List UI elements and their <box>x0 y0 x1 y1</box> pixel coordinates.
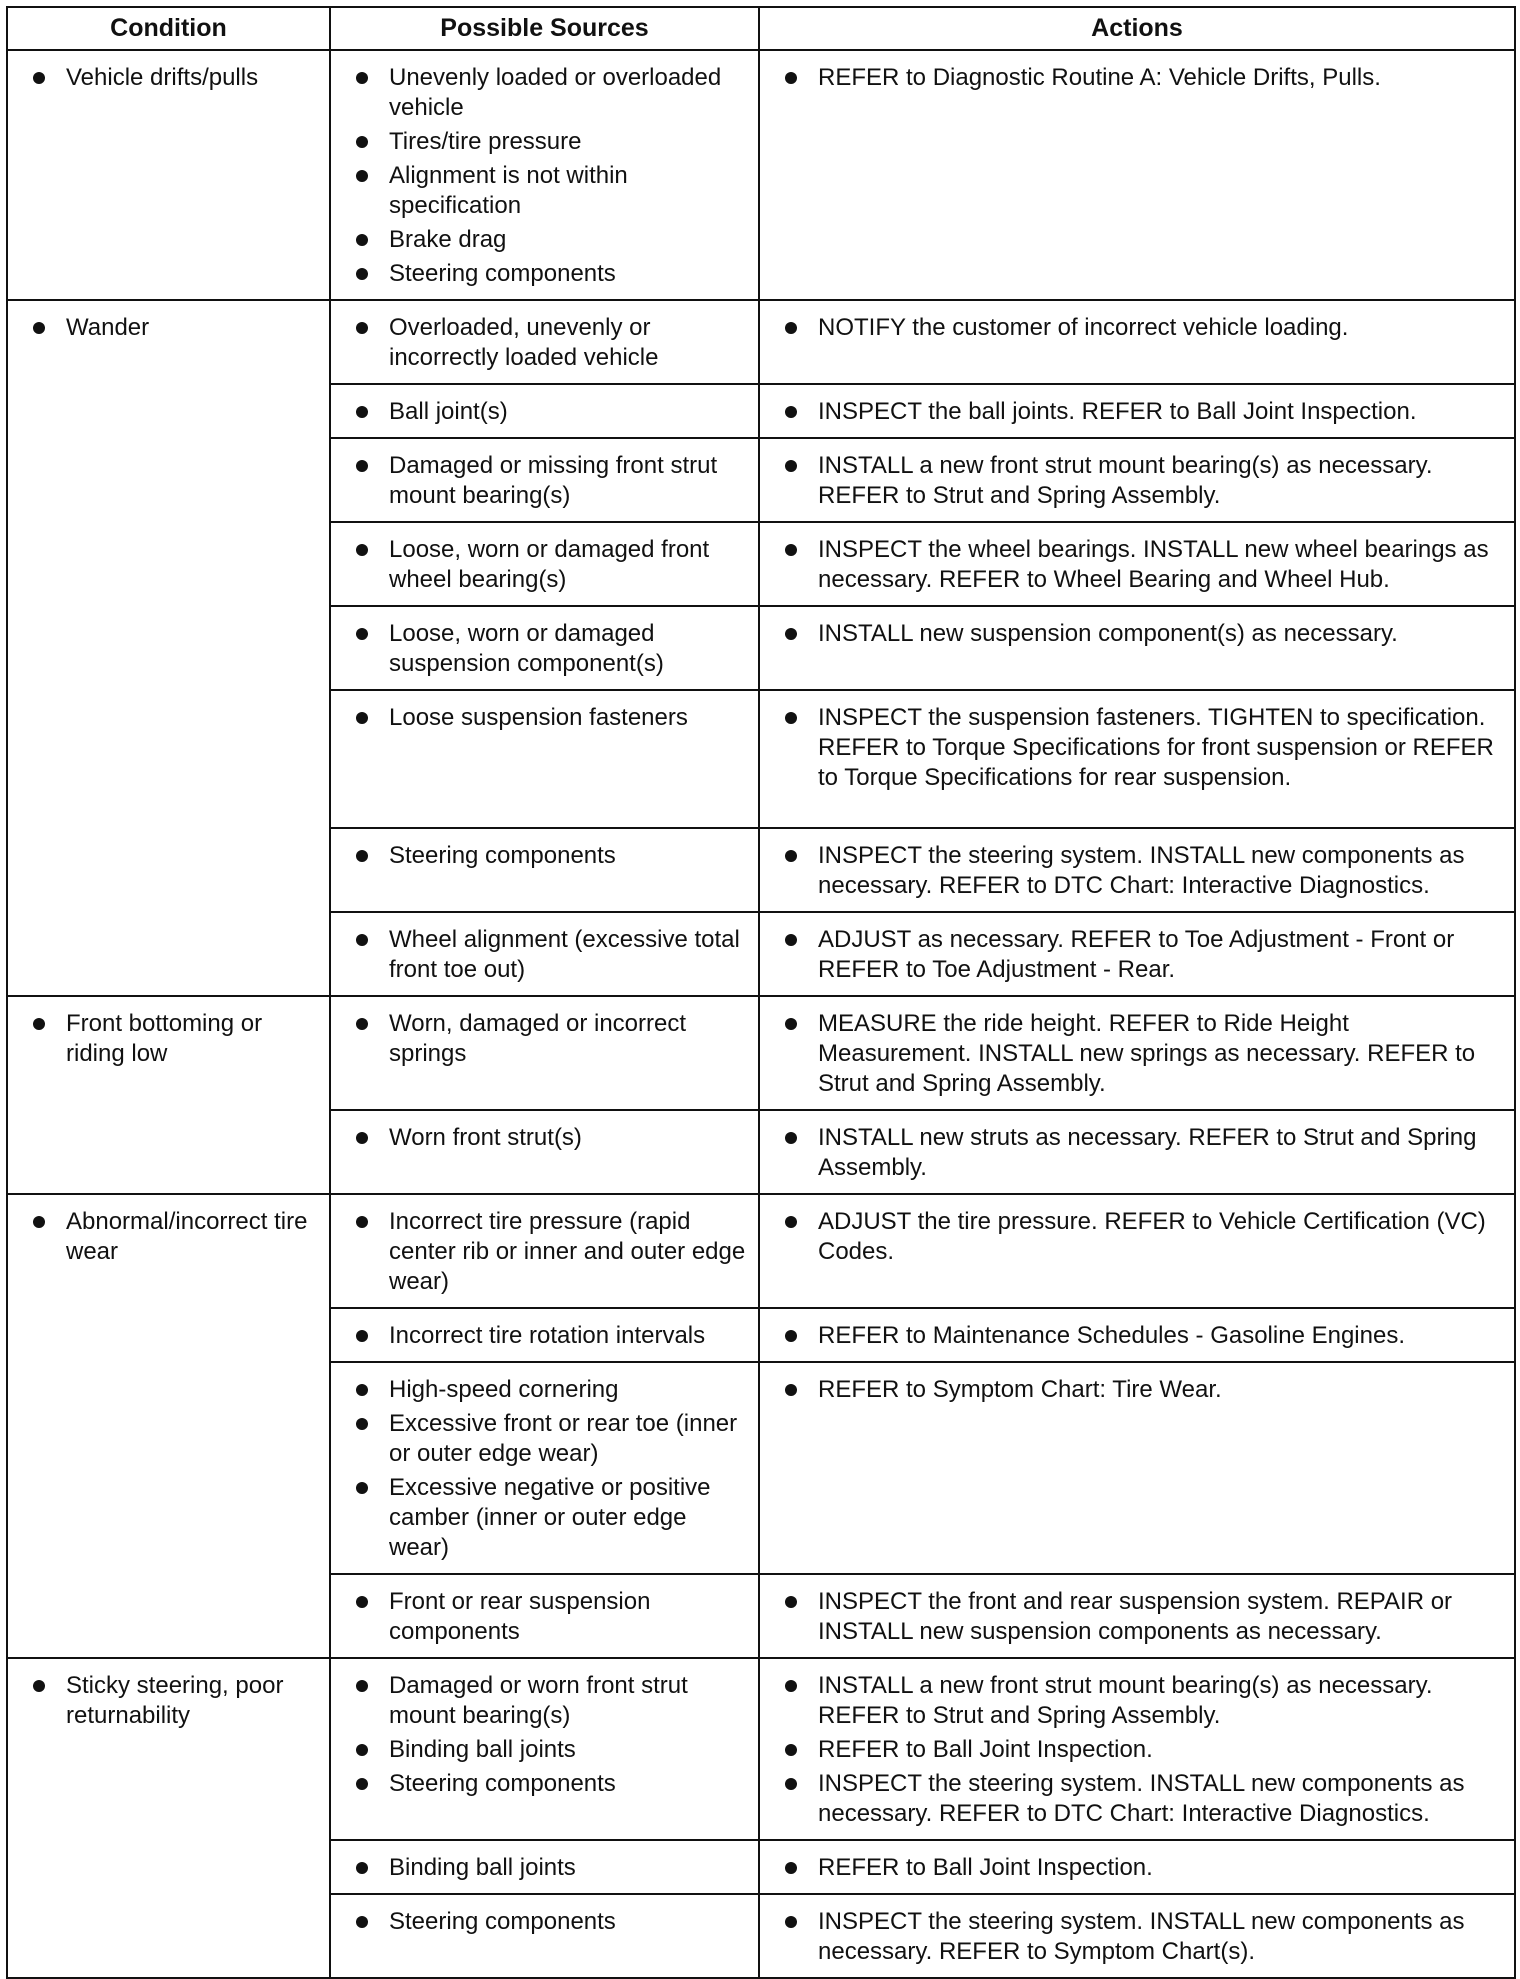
actions-cell <box>759 1362 1515 1574</box>
sources-list <box>339 1671 750 1799</box>
condition-cell <box>7 1194 330 1658</box>
possible-sources-cell <box>330 1362 759 1574</box>
table-body <box>7 50 1515 1978</box>
actions-cell <box>759 1658 1515 1840</box>
sources-list <box>339 703 750 733</box>
actions-list <box>768 535 1506 595</box>
actions-cell <box>759 300 1515 384</box>
bullet-item: INSTALL new suspension component(s) as necessary. <box>768 619 1506 649</box>
possible-sources-cell <box>330 1308 759 1362</box>
bullet-item: MEASURE the ride height. REFER to Ride Height Measurement. INSTALL new springs as necessary. REFER to Strut and Spring Assembly. <box>768 1009 1506 1099</box>
actions-cell <box>759 996 1515 1110</box>
actions-cell <box>759 522 1515 606</box>
bullet-item: Overloaded, unevenly or incorrectly loaded vehicle <box>339 313 750 373</box>
bullet-item: Steering components <box>339 841 750 871</box>
sources-list <box>339 451 750 511</box>
condition-cell <box>7 996 330 1194</box>
bullet-item: ADJUST the tire pressure. REFER to Vehicle Certification (VC) Codes. <box>768 1207 1506 1267</box>
actions-cell <box>759 690 1515 828</box>
possible-sources-cell <box>330 1194 759 1308</box>
bullet-item: INSTALL a new front strut mount bearing(s) as necessary. REFER to Strut and Spring Assembly. <box>768 451 1506 511</box>
bullet-item: High-speed cornering <box>339 1375 750 1405</box>
bullet-item: Steering components <box>339 259 750 289</box>
header-actions: Actions <box>759 7 1515 50</box>
table-row <box>7 50 1515 300</box>
condition-label: Wander <box>16 313 321 343</box>
condition-label: Abnormal/incorrect tire wear <box>16 1207 321 1267</box>
condition-label: Front bottoming or riding low <box>16 1009 321 1069</box>
bullet-item: REFER to Diagnostic Routine A: Vehicle Drifts, Pulls. <box>768 63 1506 93</box>
table-row <box>7 300 1515 384</box>
possible-sources-cell <box>330 828 759 912</box>
bullet-item: INSPECT the front and rear suspension system. REPAIR or INSTALL new suspension components as necessary. <box>768 1587 1506 1647</box>
actions-list <box>768 1321 1506 1351</box>
bullet-item: INSTALL a new front strut mount bearing(s) as necessary. REFER to Strut and Spring Assembly. <box>768 1671 1506 1731</box>
bullet-item: INSPECT the ball joints. REFER to Ball Joint Inspection. <box>768 397 1506 427</box>
sources-list <box>339 1375 750 1563</box>
condition-list <box>16 313 321 343</box>
actions-list <box>768 63 1506 93</box>
actions-list <box>768 1207 1506 1267</box>
sources-list <box>339 535 750 595</box>
sources-list <box>339 1853 750 1883</box>
sources-list <box>339 841 750 871</box>
actions-cell <box>759 50 1515 300</box>
condition-cell <box>7 1658 330 1978</box>
possible-sources-cell <box>330 1894 759 1978</box>
actions-list <box>768 313 1506 343</box>
bullet-item: Loose suspension fasteners <box>339 703 750 733</box>
actions-list <box>768 619 1506 649</box>
bullet-item: Excessive negative or positive camber (inner or outer edge wear) <box>339 1473 750 1563</box>
actions-list <box>768 1853 1506 1883</box>
bullet-item: Binding ball joints <box>339 1735 750 1765</box>
condition-label: Sticky steering, poor returnability <box>16 1671 321 1731</box>
header-condition: Condition <box>7 7 330 50</box>
sources-list <box>339 397 750 427</box>
header-possible-sources: Possible Sources <box>330 7 759 50</box>
sources-list <box>339 313 750 373</box>
sources-list <box>339 619 750 679</box>
sources-list <box>339 1207 750 1297</box>
bullet-item: Tires/tire pressure <box>339 127 750 157</box>
possible-sources-cell <box>330 1574 759 1658</box>
bullet-item: Excessive front or rear toe (inner or outer edge wear) <box>339 1409 750 1469</box>
actions-list <box>768 841 1506 901</box>
sources-list <box>339 1123 750 1153</box>
bullet-item: Brake drag <box>339 225 750 255</box>
sources-list <box>339 1587 750 1647</box>
possible-sources-cell <box>330 384 759 438</box>
possible-sources-cell <box>330 606 759 690</box>
bullet-item: Ball joint(s) <box>339 397 750 427</box>
actions-list <box>768 451 1506 511</box>
actions-cell <box>759 606 1515 690</box>
condition-cell <box>7 50 330 300</box>
possible-sources-cell <box>330 1658 759 1840</box>
bullet-item: Incorrect tire pressure (rapid center rib or inner and outer edge wear) <box>339 1207 750 1297</box>
bullet-item: Worn, damaged or incorrect springs <box>339 1009 750 1069</box>
actions-list <box>768 1587 1506 1647</box>
bullet-item: INSPECT the wheel bearings. INSTALL new wheel bearings as necessary. REFER to Wheel Bearing and Wheel Hub. <box>768 535 1506 595</box>
table-row <box>7 996 1515 1110</box>
actions-cell <box>759 438 1515 522</box>
bullet-item: Steering components <box>339 1907 750 1937</box>
bullet-item: Loose, worn or damaged suspension component(s) <box>339 619 750 679</box>
diagnosis-table <box>6 6 1516 1979</box>
actions-list <box>768 1671 1506 1829</box>
table-row <box>7 1658 1515 1840</box>
actions-cell <box>759 1894 1515 1978</box>
actions-list <box>768 397 1506 427</box>
sources-list <box>339 1907 750 1937</box>
sources-list <box>339 925 750 985</box>
bullet-item: REFER to Maintenance Schedules - Gasoline Engines. <box>768 1321 1506 1351</box>
condition-cell <box>7 300 330 996</box>
condition-list <box>16 1207 321 1267</box>
possible-sources-cell <box>330 912 759 996</box>
actions-cell <box>759 1840 1515 1894</box>
header-row <box>7 7 1515 50</box>
sources-list <box>339 63 750 289</box>
bullet-item: INSPECT the suspension fasteners. TIGHTEN to specification. REFER to Torque Specifications for front suspension or REFER to Torque Specifications for rear suspension. <box>768 703 1506 793</box>
sources-list <box>339 1321 750 1351</box>
bullet-item: REFER to Ball Joint Inspection. <box>768 1735 1506 1765</box>
bullet-item: Steering components <box>339 1769 750 1799</box>
actions-cell <box>759 1574 1515 1658</box>
bullet-item: Damaged or missing front strut mount bearing(s) <box>339 451 750 511</box>
bullet-item: INSPECT the steering system. INSTALL new components as necessary. REFER to DTC Chart: Interactive Diagnostics. <box>768 1769 1506 1829</box>
possible-sources-cell <box>330 50 759 300</box>
bullet-item: Front or rear suspension components <box>339 1587 750 1647</box>
actions-cell <box>759 828 1515 912</box>
bullet-item: NOTIFY the customer of incorrect vehicle loading. <box>768 313 1506 343</box>
actions-list <box>768 1375 1506 1405</box>
bullet-item: Damaged or worn front strut mount bearing(s) <box>339 1671 750 1731</box>
actions-list <box>768 925 1506 985</box>
actions-list <box>768 703 1506 793</box>
actions-cell <box>759 384 1515 438</box>
bullet-item: REFER to Ball Joint Inspection. <box>768 1853 1506 1883</box>
bullet-item: INSPECT the steering system. INSTALL new components as necessary. REFER to Symptom Chart(s). <box>768 1907 1506 1967</box>
bullet-item: Incorrect tire rotation intervals <box>339 1321 750 1351</box>
actions-cell <box>759 912 1515 996</box>
bullet-item: Alignment is not within specification <box>339 161 750 221</box>
bullet-item: INSPECT the steering system. INSTALL new components as necessary. REFER to DTC Chart: Interactive Diagnostics. <box>768 841 1506 901</box>
bullet-item: Worn front strut(s) <box>339 1123 750 1153</box>
actions-cell <box>759 1110 1515 1194</box>
actions-list <box>768 1123 1506 1183</box>
possible-sources-cell <box>330 1840 759 1894</box>
actions-list <box>768 1009 1506 1099</box>
bullet-item: INSTALL new struts as necessary. REFER to Strut and Spring Assembly. <box>768 1123 1506 1183</box>
bullet-item: Unevenly loaded or overloaded vehicle <box>339 63 750 123</box>
condition-list <box>16 1671 321 1731</box>
actions-cell <box>759 1194 1515 1308</box>
table-row <box>7 1194 1515 1308</box>
actions-cell <box>759 1308 1515 1362</box>
actions-list <box>768 1907 1506 1967</box>
bullet-item: REFER to Symptom Chart: Tire Wear. <box>768 1375 1506 1405</box>
bullet-item: Binding ball joints <box>339 1853 750 1883</box>
bullet-item: Loose, worn or damaged front wheel bearing(s) <box>339 535 750 595</box>
possible-sources-cell <box>330 300 759 384</box>
bullet-item: ADJUST as necessary. REFER to Toe Adjustment - Front or REFER to Toe Adjustment - Rear. <box>768 925 1506 985</box>
possible-sources-cell <box>330 1110 759 1194</box>
possible-sources-cell <box>330 690 759 828</box>
condition-label: Vehicle drifts/pulls <box>16 63 321 93</box>
possible-sources-cell <box>330 996 759 1110</box>
condition-list <box>16 1009 321 1069</box>
sources-list <box>339 1009 750 1069</box>
possible-sources-cell <box>330 438 759 522</box>
possible-sources-cell <box>330 522 759 606</box>
bullet-item: Wheel alignment (excessive total front toe out) <box>339 925 750 985</box>
condition-list <box>16 63 321 93</box>
